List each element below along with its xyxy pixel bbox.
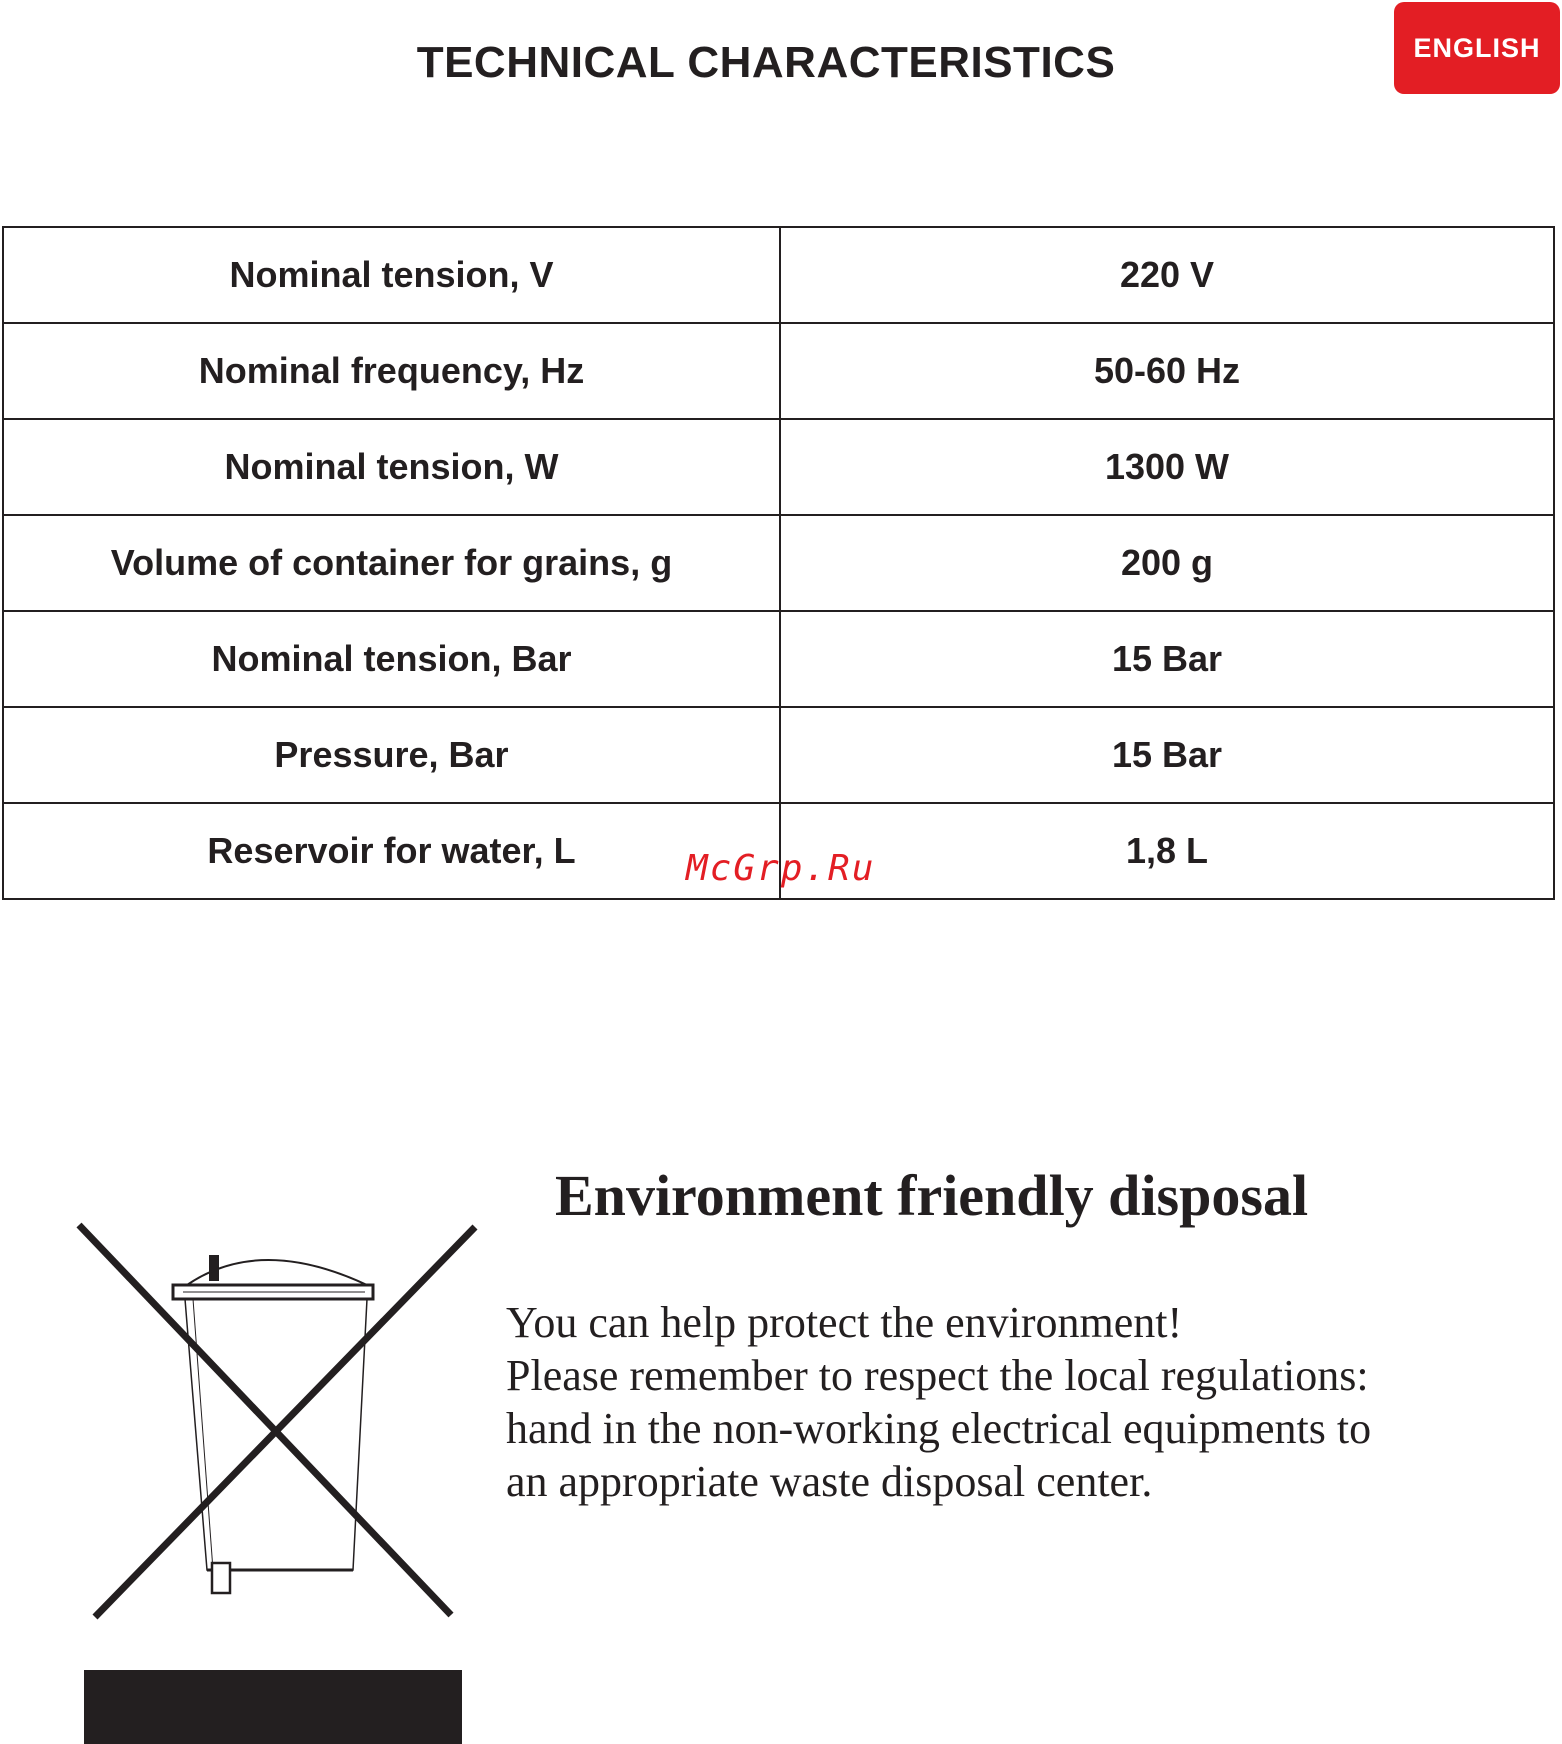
disposal-line: an appropriate waste disposal center. bbox=[506, 1457, 1153, 1506]
spec-value: 50-60 Hz bbox=[780, 323, 1554, 419]
page-title: TECHNICAL CHARACTERISTICS bbox=[416, 38, 1116, 87]
disposal-heading: Environment friendly disposal bbox=[555, 1163, 1309, 1228]
spec-label: Nominal tension, Bar bbox=[3, 611, 780, 707]
disposal-line: You can help protect the environment! bbox=[506, 1298, 1183, 1347]
spec-value: 15 Bar bbox=[780, 707, 1554, 803]
disposal-line: hand in the non-working electrical equipments to bbox=[506, 1404, 1372, 1453]
spec-label: Nominal tension, V bbox=[3, 227, 780, 323]
spec-value: 15 Bar bbox=[780, 611, 1554, 707]
crossed-out-wheelie-bin-icon bbox=[75, 1215, 480, 1630]
disposal-text bbox=[506, 1296, 1371, 1508]
table-row bbox=[3, 707, 1554, 803]
spec-value: 200 g bbox=[780, 515, 1554, 611]
spec-label: Volume of container for grains, g bbox=[3, 515, 780, 611]
spec-label: Nominal frequency, Hz bbox=[3, 323, 780, 419]
bin-underline-bar bbox=[84, 1670, 462, 1744]
table-row bbox=[3, 515, 1554, 611]
spec-label: Reservoir for water, L bbox=[3, 803, 780, 899]
spec-table bbox=[2, 226, 1555, 900]
watermark: McGrp.Ru bbox=[686, 848, 876, 889]
spec-value: 1300 W bbox=[780, 419, 1554, 515]
disposal-line: Please remember to respect the local regulations: bbox=[506, 1351, 1369, 1400]
table-row bbox=[3, 227, 1554, 323]
language-badge: ENGLISH bbox=[1394, 2, 1560, 94]
table-row bbox=[3, 611, 1554, 707]
spec-label: Nominal tension, W bbox=[3, 419, 780, 515]
spec-label: Pressure, Bar bbox=[3, 707, 780, 803]
table-row bbox=[3, 323, 1554, 419]
spec-value: 1,8 L bbox=[780, 803, 1554, 899]
table-row bbox=[3, 419, 1554, 515]
spec-value: 220 V bbox=[780, 227, 1554, 323]
